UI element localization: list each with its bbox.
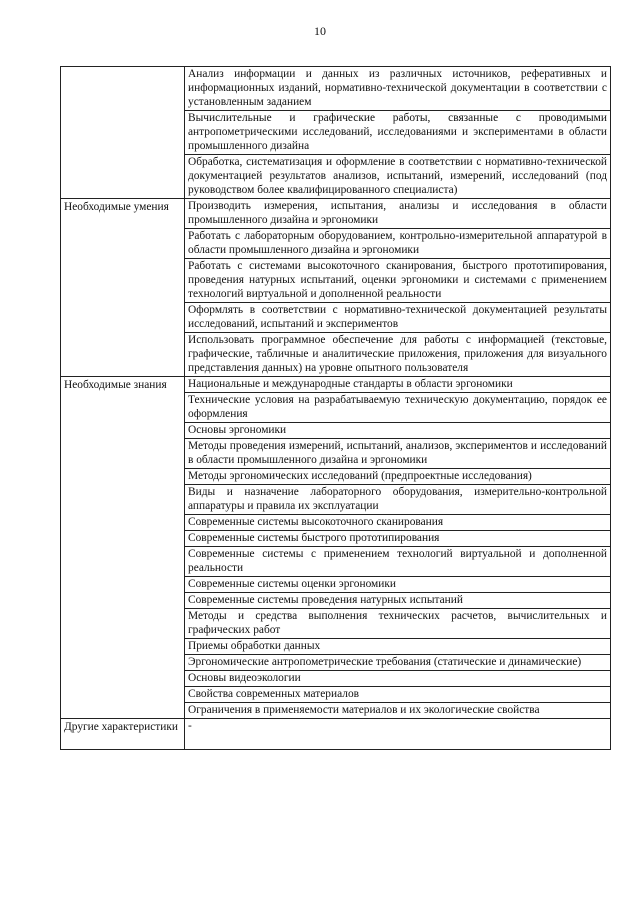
table-cell: Современные системы с применением технологий виртуальной и дополненной реальности <box>185 547 611 577</box>
row-label-other: Другие характеристики <box>61 719 185 750</box>
table-cell: Анализ информации и данных из различных источников, реферативных и информационных изданий, нормативно-технической документации в соответствии с установленным заданием <box>185 67 611 111</box>
table-cell: Использовать программное обеспечение для работы с информацией (текстовые, графические, табличные и аналитические приложения, приложения для визуального представления данных) на уровне опытного пользователя <box>185 333 611 377</box>
table-cell: Оформлять в соответствии с нормативно-технической документацией результаты исследований, испытаний и экспериментов <box>185 303 611 333</box>
table-row <box>61 377 611 393</box>
table-cell: Производить измерения, испытания, анализы и исследования в области промышленного дизайна и эргономики <box>185 199 611 229</box>
table-row <box>61 199 611 229</box>
table-cell: Национальные и международные стандарты в области эргономики <box>185 377 611 393</box>
table-cell: Виды и назначение лабораторного оборудования, измерительно-контрольной аппаратуры и правила их эксплуатации <box>185 485 611 515</box>
table-cell: Методы и средства выполнения технических расчетов, вычислительных и графических работ <box>185 609 611 639</box>
table-cell: Обработка, систематизация и оформление в соответствии с нормативно-технической документацией результатов анализов, испытаний, измерений, исследований (под руководством более квалифицированного специалиста) <box>185 155 611 199</box>
row-label-knowledge: Необходимые знания <box>61 377 185 719</box>
table-cell: Эргономические антропометрические требования (статические и динамические) <box>185 655 611 671</box>
table-row <box>61 67 611 111</box>
table-cell: Технические условия на разрабатываемую техническую документацию, порядок ее оформления <box>185 393 611 423</box>
row-label-cell <box>61 67 185 199</box>
row-label-skills: Необходимые умения <box>61 199 185 377</box>
table-cell: Методы проведения измерений, испытаний, анализов, экспериментов и исследований в области промышленного дизайна и эргономики <box>185 439 611 469</box>
table-cell: Свойства современных материалов <box>185 687 611 703</box>
table-cell: Современные системы высокоточного сканирования <box>185 515 611 531</box>
table-cell: Вычислительные и графические работы, связанные с проводимыми антропометрическими исследований, исследованиями и экспериментами в области промышленного дизайна <box>185 111 611 155</box>
table-row <box>61 719 611 750</box>
table-cell: Основы видеоэкологии <box>185 671 611 687</box>
page-number: 10 <box>314 24 326 38</box>
table-cell: Современные системы оценки эргономики <box>185 577 611 593</box>
table-cell: Работать с системами высокоточного сканирования, быстрого прототипирования, проведения натурных испытаний, оценки эргономики и системами с применением технологий виртуальной и дополненной реальности <box>185 259 611 303</box>
characteristics-table <box>60 66 611 750</box>
table-cell: Работать с лабораторным оборудованием, контрольно-измерительной аппаратурой в области промышленного дизайна и эргономики <box>185 229 611 259</box>
table-cell: - <box>185 719 611 750</box>
table-cell: Основы эргономики <box>185 423 611 439</box>
table-cell: Приемы обработки данных <box>185 639 611 655</box>
table-cell: Методы эргономических исследований (предпроектные исследования) <box>185 469 611 485</box>
table-cell: Ограничения в применяемости материалов и их экологические свойства <box>185 703 611 719</box>
table-cell: Современные системы проведения натурных испытаний <box>185 593 611 609</box>
table-cell: Современные системы быстрого прототипирования <box>185 531 611 547</box>
